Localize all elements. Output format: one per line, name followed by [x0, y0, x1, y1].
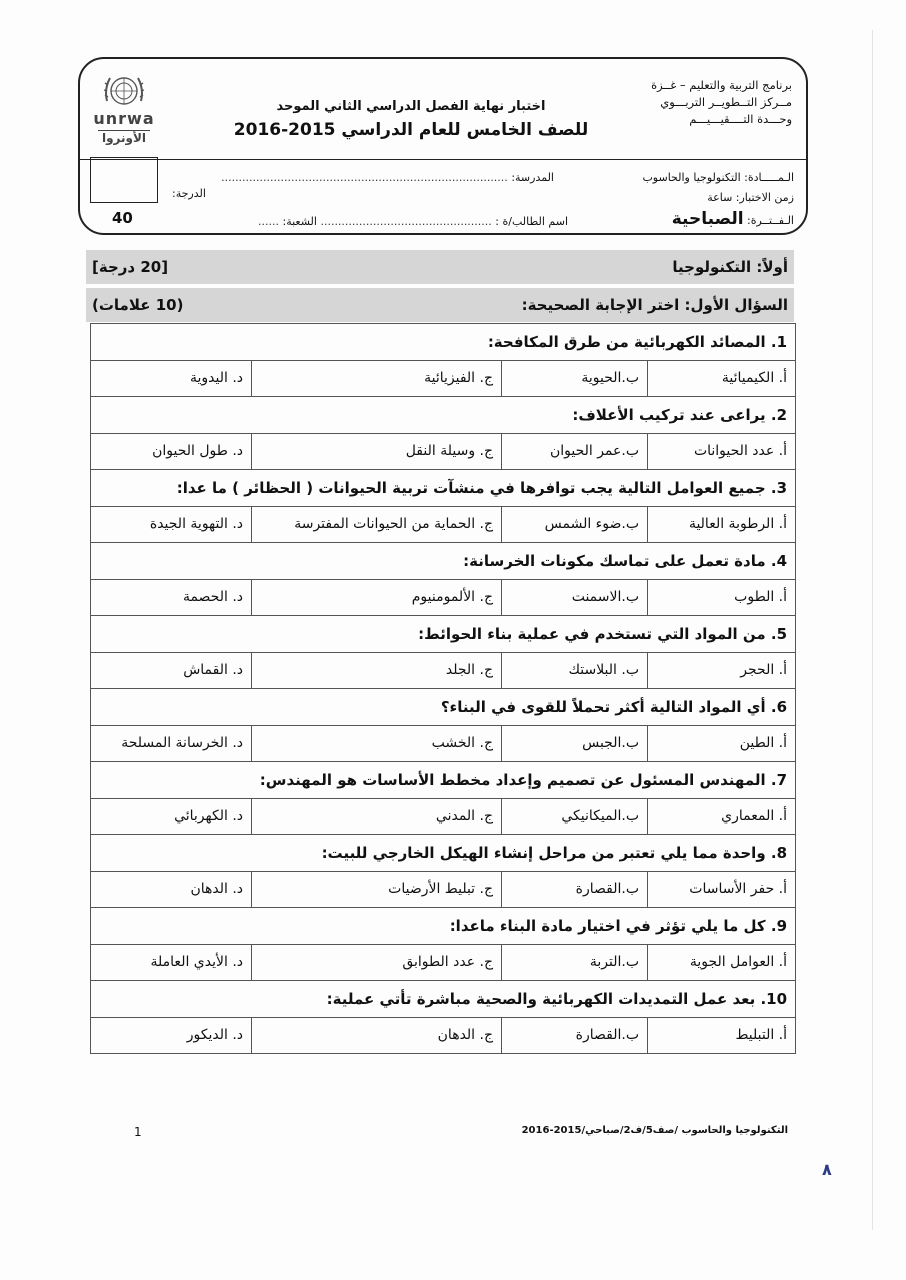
question-row [91, 762, 796, 799]
time-row [707, 191, 794, 204]
question-row [91, 324, 796, 361]
answer-option[interactable]: د. الديكور [91, 1017, 252, 1054]
question-text: 3. جميع العوامل التالية يجب توافرها في منشآت تربية الحيوانات ( الحظائر ) ما عدا: [91, 470, 796, 507]
answer-option[interactable]: أ. حفر الأساسات [648, 871, 796, 908]
school-label: المدرسة: [511, 171, 554, 184]
student-row [258, 215, 568, 228]
answer-option[interactable]: د. الأيدي العاملة [91, 944, 252, 981]
question-text: 5. من المواد التي تستخدم في عملية بناء الحوائط: [91, 616, 796, 653]
org-line-program: برنامج التربية والتعليم – غــزة [651, 78, 792, 92]
question-text: 7. المهندس المسئول عن تصميم وإعداد مخطط الأساسات هو المهندس: [91, 762, 796, 799]
answer-option[interactable]: ج. الألمومنيوم [252, 579, 502, 616]
question-row [91, 470, 796, 507]
answer-option[interactable]: أ. الكيميائية [648, 360, 796, 397]
answer-option[interactable]: د. اليدوية [91, 360, 252, 397]
org-line-unit: وحـــدة التــــقيـــيـــم [689, 112, 792, 126]
question-group-marks: (10 علامات) [92, 296, 184, 314]
grade-label: الدرجة: [172, 187, 206, 200]
options-row [91, 1017, 796, 1054]
answer-option[interactable]: د. الحصمة [91, 579, 252, 616]
answer-option[interactable]: ج. الحماية من الحيوانات المفترسة [252, 506, 502, 543]
answer-option[interactable]: أ. العوامل الجوية [648, 944, 796, 981]
subject-value: التكنولوجيا والحاسوب [642, 171, 741, 184]
scan-edge-line [872, 30, 873, 1230]
question-text: 9. كل ما يلي تؤثر في اختيار مادة البناء ماعدا: [91, 908, 796, 945]
subject-row [642, 171, 794, 184]
question-row [91, 616, 796, 653]
question-text: 10. بعد عمل التمديدات الكهربائية والصحية مباشرة تأتي عملية: [91, 981, 796, 1018]
answer-option[interactable]: أ. الرطوبة العالية [648, 506, 796, 543]
page-number: 1 [134, 1125, 142, 1139]
answer-option[interactable]: ج. الدهان [252, 1017, 502, 1054]
options-row [91, 433, 796, 470]
question-text: 4. مادة تعمل على تماسك مكونات الخرسانة: [91, 543, 796, 580]
answer-option[interactable]: ج. وسيلة النقل [252, 433, 502, 470]
answer-option[interactable]: ج. الخشب [252, 725, 502, 762]
exam-title-line2: للصف الخامس للعام الدراسي 2015-2016 [233, 120, 589, 140]
time-label: زمن الاختبار: [735, 191, 794, 204]
answer-option[interactable]: د. التهوية الجيدة [91, 506, 252, 543]
school-field[interactable]: .................................................................................. [221, 171, 508, 184]
exam-header [78, 57, 808, 235]
part-title: أولاً: التكنولوجيا [672, 258, 788, 276]
options-row [91, 725, 796, 762]
answer-option[interactable]: ب.ضوء الشمس [502, 506, 648, 543]
session-label: الـفــتــرة: [747, 214, 794, 227]
answer-option[interactable]: د. الخرسانة المسلحة [91, 725, 252, 762]
school-row [221, 171, 554, 184]
answer-option[interactable]: ب. البلاستك [502, 652, 648, 689]
questions-table [90, 323, 796, 1054]
question-row [91, 835, 796, 872]
part-header [86, 250, 794, 284]
time-value: ساعة [707, 191, 733, 204]
question-row [91, 543, 796, 580]
options-row [91, 360, 796, 397]
question-row [91, 689, 796, 726]
answer-option[interactable]: ب.الحيوية [502, 360, 648, 397]
answer-option[interactable]: ج. المدني [252, 798, 502, 835]
grade-total: 40 [112, 209, 133, 227]
question-group-header [86, 288, 794, 322]
options-row [91, 871, 796, 908]
footer-code: التكنولوجيا والحاسوب /صف5/ف2/صباحي/2015-2016 [521, 1125, 788, 1136]
answer-option[interactable]: أ. عدد الحيوانات [648, 433, 796, 470]
org-line-center: مــركز التــطويــر التربـــوي [660, 95, 792, 109]
exam-title-line1: اختبار نهاية الفصل الدراسي الثاني الموحد [276, 99, 546, 114]
question-group-title: السؤال الأول: اختر الإجابة الصحيحة: [521, 296, 788, 314]
options-row [91, 579, 796, 616]
question-row [91, 397, 796, 434]
part-marks: [20 درجة] [92, 258, 169, 276]
answer-option[interactable]: أ. الطين [648, 725, 796, 762]
answer-option[interactable]: ب.الميكانيكي [502, 798, 648, 835]
answer-option[interactable]: أ. الحجر [648, 652, 796, 689]
answer-option[interactable]: أ. التبليط [648, 1017, 796, 1054]
answer-option[interactable]: ب.الاسمنت [502, 579, 648, 616]
question-text: 8. واحدة مما يلي تعتبر من مراحل إنشاء الهيكل الخارجي للبيت: [91, 835, 796, 872]
logo-text-english: unrwa [93, 109, 155, 128]
answer-option[interactable]: ج. عدد الطوابق [252, 944, 502, 981]
answer-option[interactable]: ب.القصارة [502, 1017, 648, 1054]
unrwa-logo [90, 71, 158, 146]
session-row [672, 209, 794, 229]
session-value: الصباحية [671, 209, 744, 229]
question-row [91, 908, 796, 945]
answer-option[interactable]: أ. المعماري [648, 798, 796, 835]
student-name-field[interactable]: ................................................. [320, 215, 492, 228]
handwritten-mark: ٨ [822, 1160, 832, 1179]
answer-option[interactable]: د. الدهان [91, 871, 252, 908]
question-row [91, 981, 796, 1018]
answer-option[interactable]: ب.التربة [502, 944, 648, 981]
options-row [91, 798, 796, 835]
answer-option[interactable]: د. القماش [91, 652, 252, 689]
logo-text-arabic: الأونروا [98, 130, 150, 145]
answer-option[interactable]: ج. الفيزيائية [252, 360, 502, 397]
answer-option[interactable]: أ. الطوب [648, 579, 796, 616]
answer-option[interactable]: ب.عمر الحيوان [502, 433, 648, 470]
section-label: الشعبة: [282, 215, 317, 228]
answer-option[interactable]: ج. تبليط الأرضيات [252, 871, 502, 908]
organization-lines [612, 77, 792, 128]
options-row [91, 506, 796, 543]
subject-label: الـمـــــادة: [744, 171, 794, 184]
answer-option[interactable]: د. طول الحيوان [91, 433, 252, 470]
options-row [91, 944, 796, 981]
un-emblem-icon [101, 71, 147, 111]
header-divider [80, 159, 806, 160]
question-text: 2. يراعى عند تركيب الأعلاف: [91, 397, 796, 434]
options-row [91, 652, 796, 689]
section-field[interactable]: ...... [258, 215, 279, 228]
question-text: 1. المصائد الكهربائية من طرق المكافحة: [91, 324, 796, 361]
answer-option[interactable]: د. الكهربائي [91, 798, 252, 835]
grade-box[interactable] [90, 157, 158, 203]
answer-option[interactable]: ج. الجلد [252, 652, 502, 689]
answer-option[interactable]: ب.القصارة [502, 871, 648, 908]
answer-option[interactable]: ب.الجبس [502, 725, 648, 762]
student-name-label: اسم الطالب/ة : [495, 215, 568, 228]
exam-title [226, 97, 596, 143]
question-text: 6. أي المواد التالية أكثر تحملاً للقوى في البناء؟ [91, 689, 796, 726]
